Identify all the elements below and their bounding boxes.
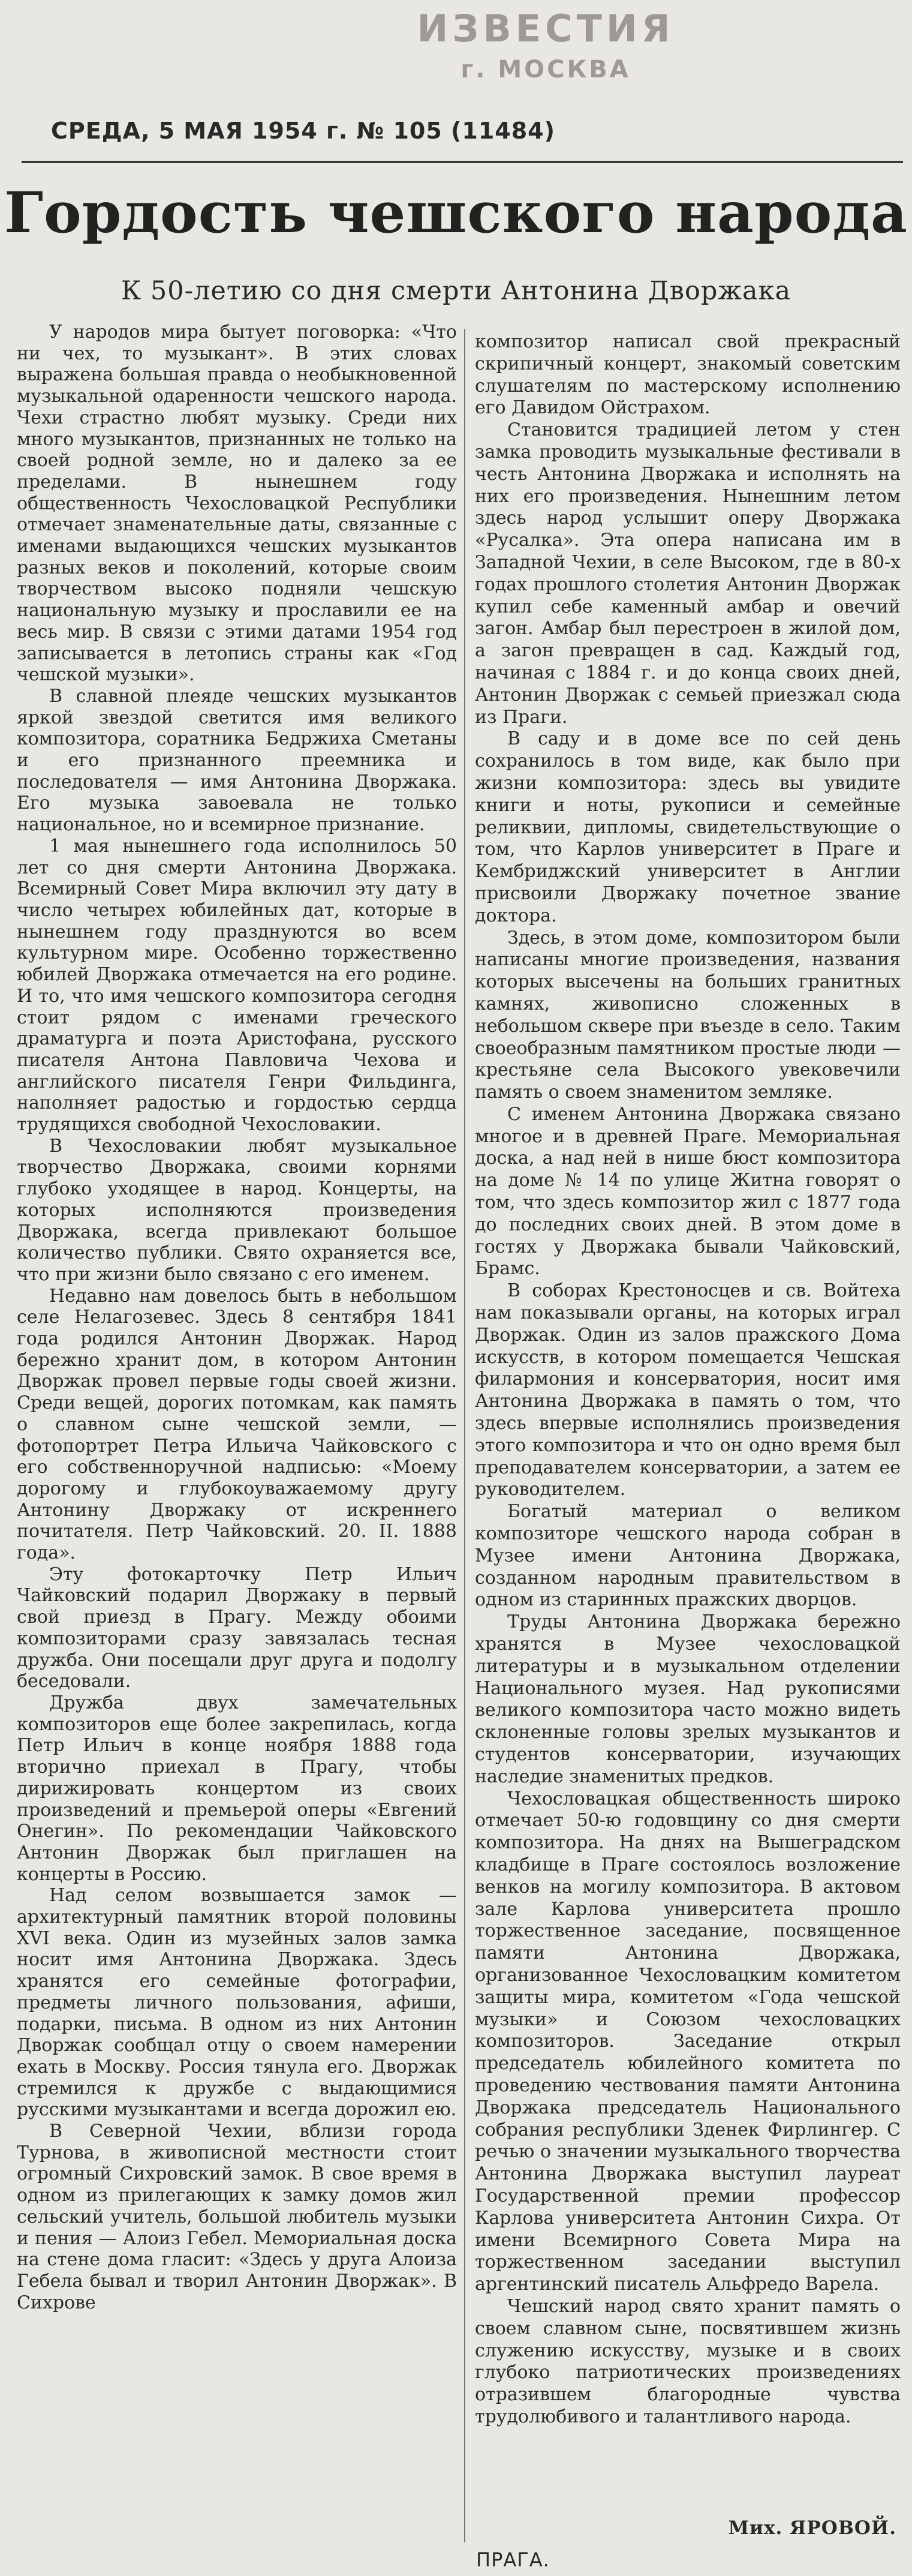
- paragraph: С именем Антонина Дворжака связано многое и в древней Праге. Мемориальная доска, а над ней в нише бюст композитора на доме № 14 по улице Житна говорят о том, что здесь композитор жил с 1877 года до последних своих дней. В этом доме в гостях у Дворжака бывали Чайковский, Брамс.: [475, 1103, 901, 1280]
- paragraph: Эту фотокарточку Петр Ильич Чайковский подарил Дворжаку в первый свой приезд в Прагу. Между обоими композиторами сразу завязалась тесная дружба. Они посещали друг друга и подолгу беседовали.: [17, 1563, 457, 1692]
- header-rule: [22, 161, 903, 163]
- paragraph: В славной плеяде чешских музыкантов яркой звездой светится имя великого композитора, соратника Бедржиха Сметаны и его признанного преемника и последователя — имя Антонина Дворжака. Его музыка завоевала не только национальное, но и всемирное признание.: [17, 685, 457, 836]
- paragraph: Труды Антонина Дворжака бережно хранятся в Музее чехословацкой литературы и в музыкальном отделении Национального музея. Над рукописями великого композитора часто можно видеть склоненные головы зрелых музыкантов и студентов консерватории, изучающих наследие знаменитых предков.: [475, 1611, 901, 1787]
- paragraph: В Чехословакии любят музыкальное творчество Дворжака, своими корнями глубоко уходящее в народ. Концерты, на которых исполняются произведения Дворжака, всегда привлекают большое количество публики. Свято охраняется все, что при жизни было связано с его именем.: [17, 1135, 457, 1285]
- article-headline: Гордость чешского народа: [4, 180, 908, 246]
- masthead-stamp: [360, 5, 732, 86]
- dateline-place: ПРАГА.: [476, 2548, 550, 2571]
- masthead-city: г. МОСКВА: [460, 56, 631, 83]
- column-divider: [464, 329, 465, 2542]
- paragraph: Чешский народ свято хранит память о своем славном сыне, посвятившем жизнь служению искусству, музыке и в своих глубоко патриотических произведениях отразившем благородные чувства трудолюбивого и талантливого народа.: [475, 2295, 901, 2427]
- issue-dateline: СРЕДА, 5 МАЯ 1954 г. № 105 (11484): [51, 118, 555, 144]
- paragraph: В Северной Чехии, вблизи города Турнова, в живописной местности стоит огромный Сихровский замок. В свое время в одном из прилегающих к замку домов жил сельский учитель, большой любитель музыки и пения — Алоиз Гебел. Мемориальная доска на стене дома гласит: «Здесь у друга Алоиза Гебела бывал и творил Антонин Дворжак». В Сихрове: [17, 2121, 457, 2313]
- paragraph: 1 мая нынешнего года исполнилось 50 лет со дня смерти Антонина Дворжака. Всемирный Совет Мира включил эту дату в число четырех юбилейных дат, которые в нынешнем году празднуются во всем культурном мире. Особенно торжественно юбилей Дворжака отмечается на его родине. И то, что имя чешского композитора сегодня стоит рядом с именами греческого драматурга и поэта Аристофана, русского писателя Антона Павловича Чехова и английского писателя Генри Фильдинга, наполняет радостью и гордостью сердца трудящихся свободной Чехословакии.: [17, 835, 457, 1136]
- paragraph: Дружба двух замечательных композиторов еще более закрепилась, когда Петр Ильич в конце ноября 1888 года вторично приехал в Прагу, чтобы дирижировать концертом из своих произведений и премьерой оперы «Евгений Онегин». По рекомендации Чайковского Антонин Дворжак был приглашен на концерты в Россию.: [17, 1692, 457, 1885]
- masthead-name: ИЗВЕСТИЯ: [417, 7, 675, 50]
- paragraph: Чехословацкая общественность широко отмечает 50-ю годовщину со дня смерти композитора. На днях на Вышеградском кладбище в Праге состоялось возложение венков на могилу композитора. В актовом зале Карлова университета прошло торжественное заседание, посвященное памяти Антонина Дворжака, организованное Чехословацким комитетом защиты мира, комитетом «Года чешской музыки» и Союзом чехословацких композиторов. Заседание открыл председатель юбилейного комитета по проведению чествования памяти Антонина Дворжака председатель Национального собрания республики Зденек Фирлингер. С речью о значении музыкального творчества Антонина Дворжака выступил лауреат Государственной премии профессор Карлова университета Антонин Сихра. От имени Всемирного Совета Мира на торжественном заседании выступил аргентинский писатель Альфредо Варела.: [475, 1788, 901, 2295]
- right-column: [475, 331, 901, 2536]
- paragraph: В соборах Крестоносцев и св. Войтеха нам показывали органы, на которых играл Дворжак. Один из залов пражского Дома искусств, в котором помещается Чешская филармония и консерватория, носит имя Антонина Дворжака в память о том, что здесь впервые исполнялись произведения этого композитора и что он одно время был преподавателем консерватории, а затем ее руководителем.: [475, 1280, 901, 1500]
- left-column: [17, 322, 457, 2532]
- paragraph: Здесь, в этом доме, композитором были написаны многие произведения, названия которых высечены на больших гранитных камнях, живописно сложенных в небольшом сквере при въезде в село. Таким своеобразным памятником простые люди — крестьяне села Высокого увековечили память о своем знаменитом земляке.: [475, 927, 901, 1103]
- paragraph: композитор написал свой прекрасный скрипичный концерт, знакомый советским слушателям по мастерскому исполнению его Давидом Ойстрахом.: [475, 331, 901, 419]
- paragraph: В саду и в доме все по сей день сохранилось в том виде, как было при жизни композитора: здесь вы увидите книги и ноты, рукописи и семейные реликвии, дипломы, свидетельствующие о том, что Карлов университет в Праге и Кембриджский университет в Англии присвоили Дворжаку почетное звание доктора.: [475, 728, 901, 926]
- paragraph: Становится традицией летом у стен замка проводить музыкальные фестивали в честь Антонина Дворжака и исполнять на них его произведения. Нынешним летом здесь народ услышит оперу Дворжака «Русалка». Эта опера написана им в Западной Чехии, в селе Высоком, где в 80-х годах прошлого столетия Антонин Дворжак купил себе каменный амбар и овечий загон. Амбар был перестроен в жилой дом, а загон превращен в сад. Каждый год, начиная с 1884 г. и до конца своих дней, Антонин Дворжак с семьей приезжал сюда из Праги.: [475, 419, 901, 728]
- paragraph: У народов мира бытует поговорка: «Что ни чех, то музыкант». В этих словах выражена большая правда о необыкновенной музыкальной одаренности чешского народа. Чехи страстно любят музыку. Среди них много музыкантов, признанных не только на своей родной земле, но и далеко за ее пределами. В нынешнем году общественность Чехословацкой Республики отмечает знаменательные даты, связанные с именами выдающихся чешских музыкантов разных веков и поколений, которые своим творчеством высоко подняли чешскую национальную музыку и прославили ее на весь мир. В связи с этими датами 1954 год записывается в летопись страны как «Год чешской музыки».: [17, 322, 457, 686]
- paragraph: Богатый материал о великом композиторе чешского народа собран в Музее имени Антонина Дворжака, созданном народным правительством в одном из старинных пражских дворцов.: [475, 1501, 901, 1611]
- paragraph: Недавно нам довелось быть в небольшом селе Нелагозевес. Здесь 8 сентября 1841 года родился Антонин Дворжак. Народ бережно хранит дом, в котором Антонин Дворжак провел первые годы своей жизни. Среди вещей, дорогих потомкам, как память о славном сыне чешской земли, — фотопортрет Петра Ильича Чайковского с его собственноручной надписью: «Моему дорогому и глубокоуважаемому другу Антонину Дворжаку от искреннего почитателя. Петр Чайковский. 20. II. 1888 года».: [17, 1285, 457, 1564]
- article-subtitle: К 50-летию со дня смерти Антонина Дворжака: [121, 276, 791, 306]
- paragraph: Над селом возвышается замок — архитектурный памятник второй половины XVI века. Один из музейных залов замка носит имя Антонина Дворжака. Здесь хранятся его семейные фотографии, предметы личного пользования, афиши, подарки, письма. В одном из них Антонин Дворжак сообщал отцу о своем намерении ехать в Москву. Россия тянула его. Дворжак стремился к дружбе с выдающимися русскими музыкантами и всегда дорожил ею.: [17, 1885, 457, 2121]
- author-signature: Мих. ЯРОВОЙ.: [728, 2517, 896, 2539]
